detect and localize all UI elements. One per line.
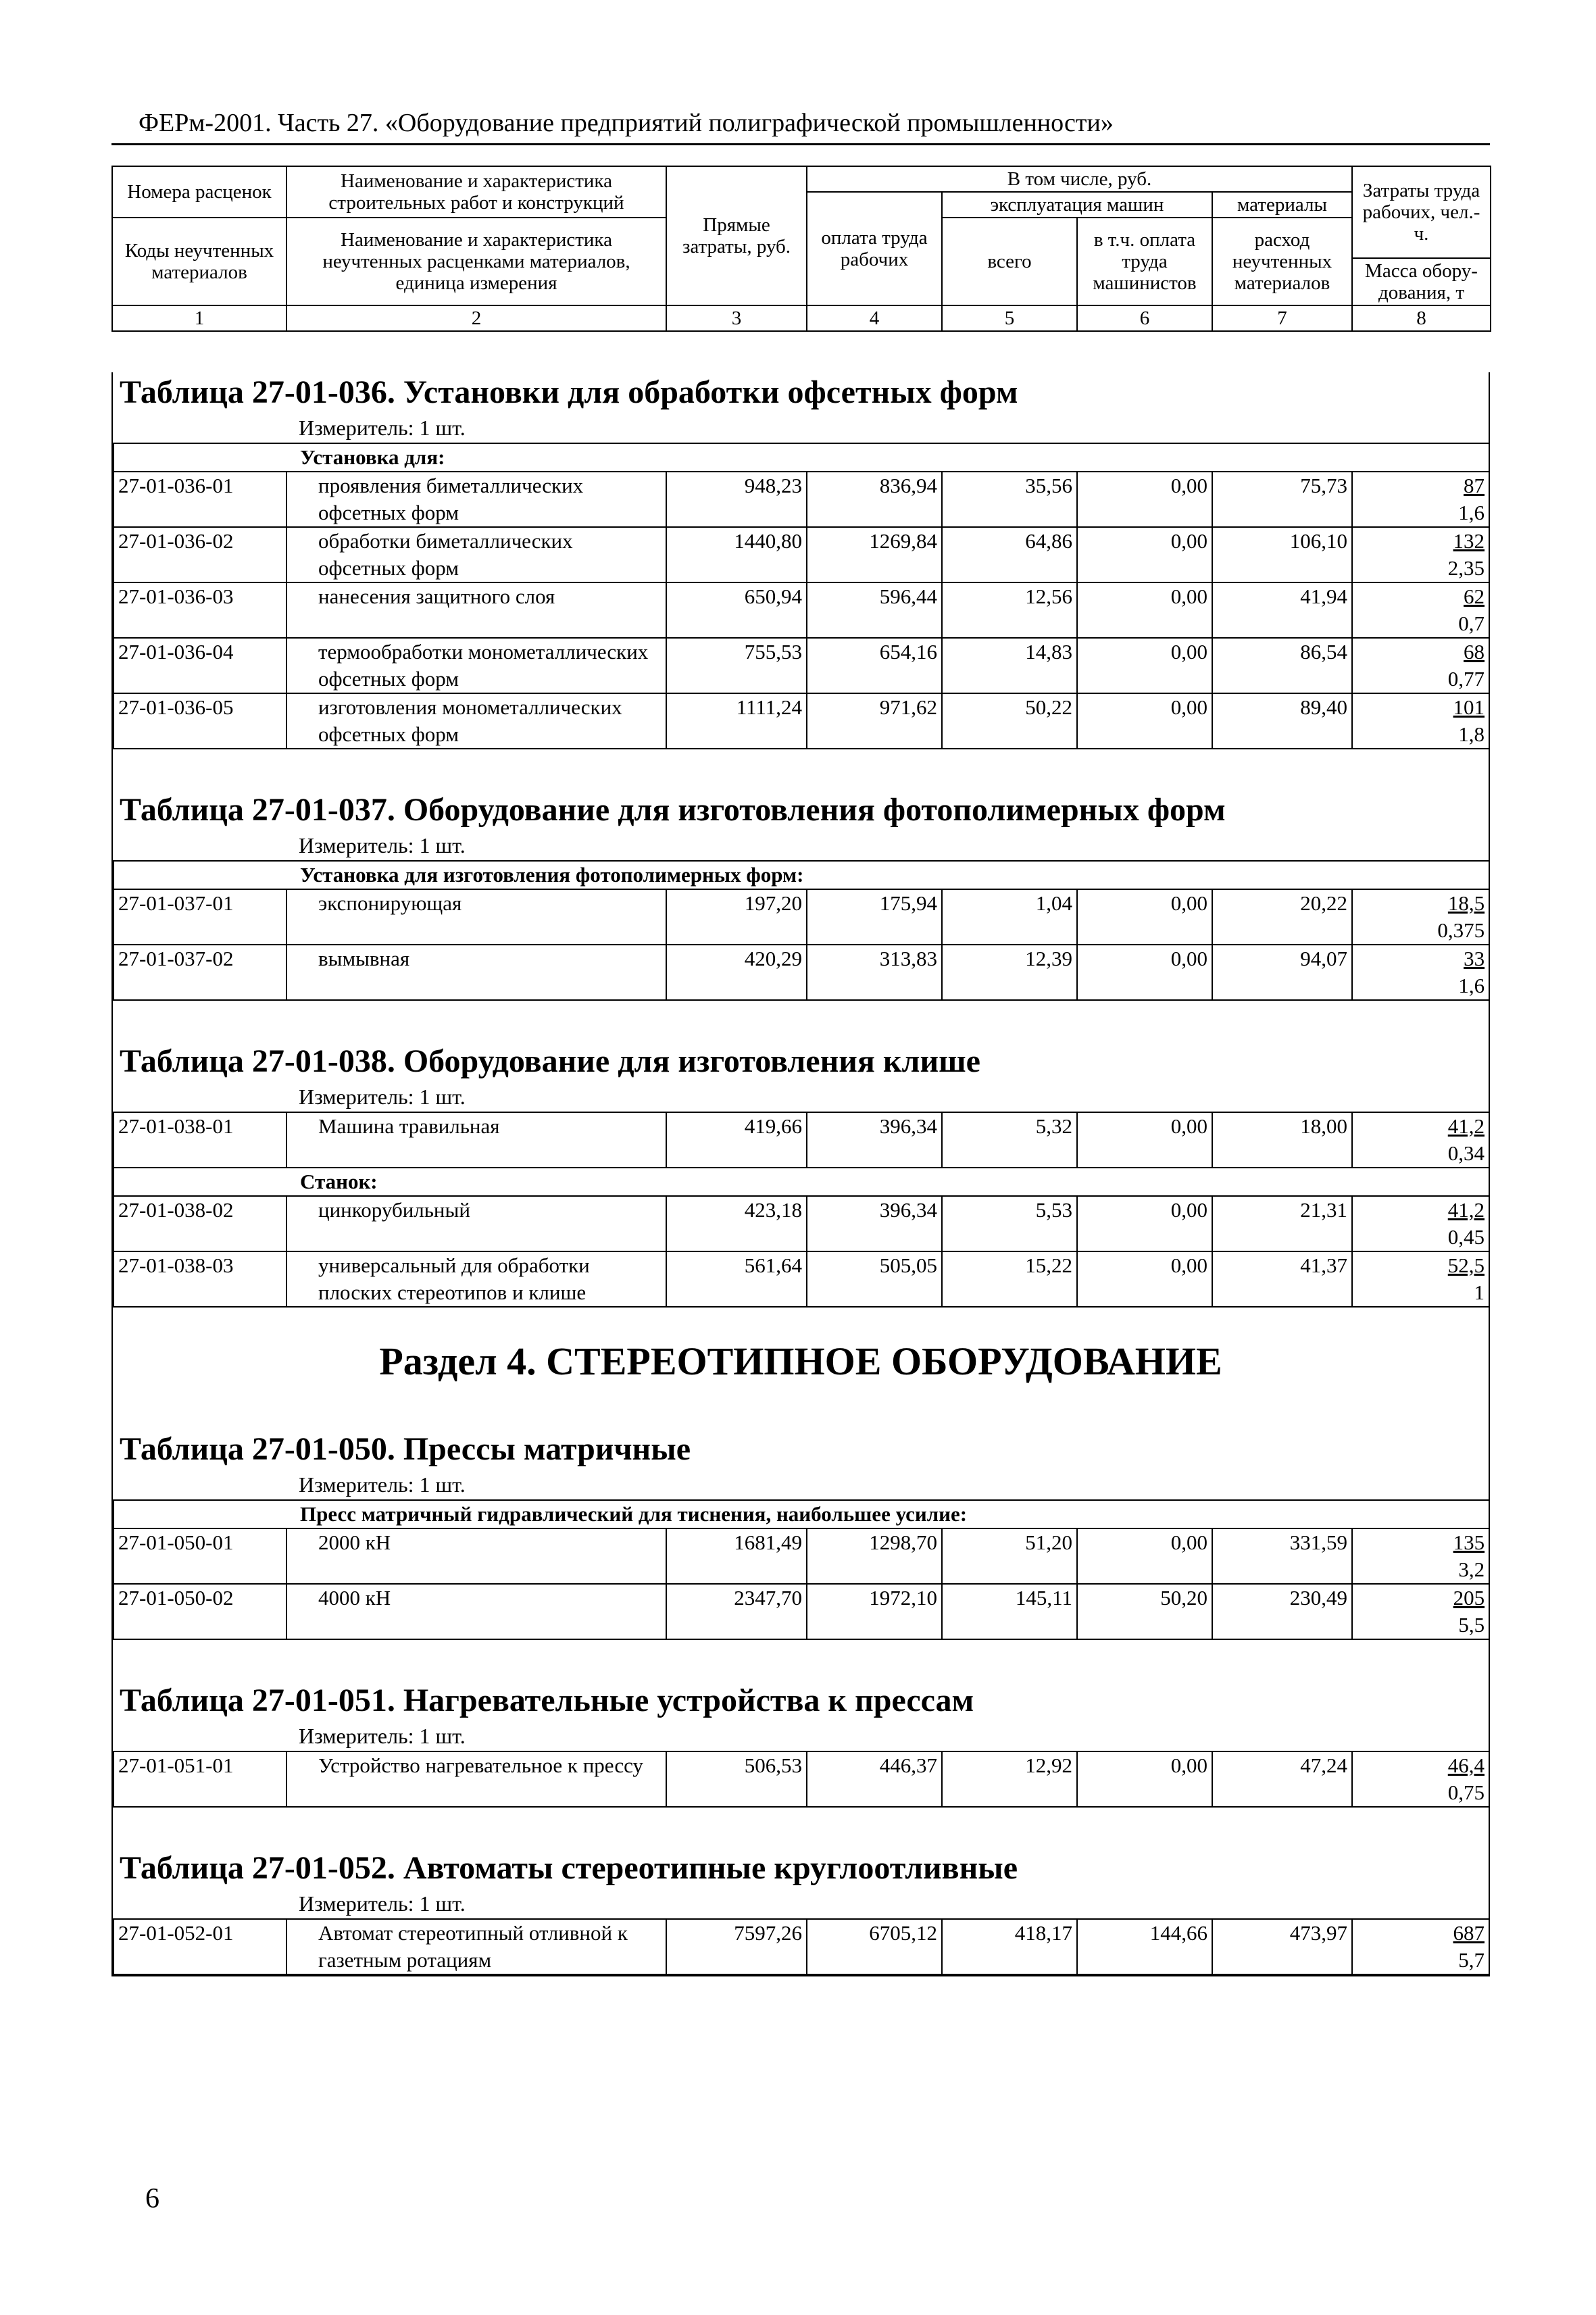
direct-cost: 561,64 [666, 1251, 807, 1307]
table-row [114, 582, 1489, 638]
equipment-mass: 2,35 [1447, 556, 1485, 580]
work-name: нанесения защитного слоя [286, 582, 666, 638]
materials: 18,00 [1212, 1112, 1352, 1168]
unit-label: Измеритель: 1 шт. [299, 1724, 466, 1748]
tables-body [111, 372, 1490, 1976]
machine-total: 12,92 [942, 1751, 1077, 1807]
group-label: Станок: [114, 1168, 1489, 1196]
col8-top-header: Затраты труда рабочих, чел.-ч. [1352, 166, 1491, 258]
header-rule [111, 143, 1490, 145]
group-row [114, 1168, 1489, 1196]
labor-hours: 41,2 [1447, 1198, 1485, 1222]
rate-code: 27-01-036-05 [114, 693, 286, 749]
rate-code: 27-01-037-02 [114, 945, 286, 1000]
col-num: 8 [1352, 305, 1491, 331]
table-title: Таблица 27-01-051. Нагревательные устройства к прессам [120, 1683, 974, 1718]
materials: 41,94 [1212, 582, 1352, 638]
materials: 230,49 [1212, 1584, 1352, 1639]
work-name: 2000 кН [286, 1528, 666, 1584]
labor-hours: 68 [1464, 640, 1485, 664]
machine-total: 15,22 [942, 1251, 1077, 1307]
table-row [114, 945, 1489, 1000]
machine-total: 1,04 [942, 889, 1077, 945]
col4-header: оплата труда рабочих [807, 192, 942, 305]
rate-code: 27-01-036-02 [114, 527, 286, 582]
materials: 473,97 [1212, 1919, 1352, 1974]
table-row [114, 693, 1489, 749]
machinist-pay: 0,00 [1077, 472, 1212, 527]
rate-code: 27-01-038-01 [114, 1112, 286, 1168]
table-row [114, 1584, 1489, 1639]
unit-label: Измеритель: 1 шт. [299, 416, 466, 440]
table-row [114, 1251, 1489, 1307]
including-header: В том числе, руб. [807, 166, 1352, 192]
machinist-pay: 50,20 [1077, 1584, 1212, 1639]
labor-hours: 101 [1453, 695, 1485, 719]
machinist-pay: 0,00 [1077, 1196, 1212, 1251]
col8-bottom-header: Масса обору-дования, т [1352, 258, 1491, 305]
table-row [114, 1196, 1489, 1251]
unit-label: Измеритель: 1 шт. [299, 1891, 466, 1916]
col-num: 1 [112, 305, 286, 331]
labor-pay: 1972,10 [807, 1584, 942, 1639]
materials: 331,59 [1212, 1528, 1352, 1584]
table-row [114, 1751, 1489, 1807]
group-row [114, 1500, 1489, 1528]
equipment-mass: 1,8 [1458, 722, 1485, 746]
labor-and-mass [1352, 889, 1489, 945]
direct-cost: 7597,26 [666, 1919, 807, 1974]
labor-hours: 132 [1453, 529, 1485, 553]
rate-code: 27-01-037-01 [114, 889, 286, 945]
rate-code: 27-01-036-03 [114, 582, 286, 638]
labor-hours: 135 [1453, 1530, 1485, 1554]
materials: 86,54 [1212, 638, 1352, 693]
direct-cost: 948,23 [666, 472, 807, 527]
labor-hours: 33 [1464, 947, 1485, 970]
machine-total: 5,32 [942, 1112, 1077, 1168]
machinist-pay: 0,00 [1077, 889, 1212, 945]
materials: 75,73 [1212, 472, 1352, 527]
unit-label: Измеритель: 1 шт. [299, 833, 466, 857]
labor-hours: 205 [1453, 1586, 1485, 1610]
materials: 47,24 [1212, 1751, 1352, 1807]
machine-total: 12,39 [942, 945, 1077, 1000]
rate-code: 27-01-038-02 [114, 1196, 286, 1251]
machinist-pay: 0,00 [1077, 638, 1212, 693]
work-name: Устройство нагревательное к прессу [286, 1751, 666, 1807]
labor-and-mass [1352, 527, 1489, 582]
materials: 21,31 [1212, 1196, 1352, 1251]
direct-cost: 650,94 [666, 582, 807, 638]
labor-pay: 446,37 [807, 1751, 942, 1807]
equipment-mass: 0,77 [1447, 667, 1485, 691]
col5-header: всего [942, 218, 1077, 305]
direct-cost: 1681,49 [666, 1528, 807, 1584]
labor-and-mass [1352, 693, 1489, 749]
work-name: вымывная [286, 945, 666, 1000]
machine-total: 14,83 [942, 638, 1077, 693]
rate-code: 27-01-052-01 [114, 1919, 286, 1974]
labor-hours: 52,5 [1447, 1253, 1485, 1277]
rate-code: 27-01-036-01 [114, 472, 286, 527]
machinist-pay: 0,00 [1077, 1112, 1212, 1168]
labor-pay: 1269,84 [807, 527, 942, 582]
col-num: 2 [286, 305, 666, 331]
labor-hours: 46,4 [1447, 1753, 1485, 1777]
rate-code: 27-01-050-02 [114, 1584, 286, 1639]
machine-total: 5,53 [942, 1196, 1077, 1251]
group-label: Установка для: [114, 443, 1489, 472]
col-num: 3 [666, 305, 807, 331]
rates-table [113, 1918, 1490, 1975]
rates-frame [111, 166, 1490, 1976]
col2-bottom-header: Наименование и характеристика неучтенных расценками материалов, единица измерения [286, 218, 666, 305]
work-name: термообработки монометаллических офсетных форм [286, 638, 666, 693]
work-name: изготовления монометаллических офсетных форм [286, 693, 666, 749]
table-title: Таблица 27-01-037. Оборудование для изготовления фотополимерных форм [120, 792, 1226, 828]
equipment-mass: 5,5 [1458, 1613, 1485, 1637]
group-label: Пресс матричный гидравлический для тиснения, наибольшее усилие: [114, 1500, 1489, 1528]
group-label: Установка для изготовления фотополимерных форм: [114, 861, 1489, 889]
direct-cost: 506,53 [666, 1751, 807, 1807]
labor-hours: 687 [1453, 1921, 1485, 1945]
rate-code: 27-01-038-03 [114, 1251, 286, 1307]
work-name: Автомат стереотипный отливной к газетным ротациям [286, 1919, 666, 1974]
table-row [114, 889, 1489, 945]
work-name: обработки биметаллических офсетных форм [286, 527, 666, 582]
labor-and-mass [1352, 638, 1489, 693]
work-name: экспонирующая [286, 889, 666, 945]
table-row [114, 638, 1489, 693]
col-num: 4 [807, 305, 942, 331]
direct-cost: 423,18 [666, 1196, 807, 1251]
direct-cost: 1440,80 [666, 527, 807, 582]
rates-table [113, 860, 1490, 1001]
group-row [114, 443, 1489, 472]
materials: 20,22 [1212, 889, 1352, 945]
rates-table [113, 1499, 1490, 1640]
equipment-mass: 1,6 [1458, 501, 1485, 524]
labor-and-mass [1352, 1751, 1489, 1807]
machine-total: 64,86 [942, 527, 1077, 582]
group-row [114, 861, 1489, 889]
labor-pay: 396,34 [807, 1196, 942, 1251]
labor-and-mass [1352, 1112, 1489, 1168]
materials: 94,07 [1212, 945, 1352, 1000]
equipment-mass: 3,2 [1458, 1558, 1485, 1581]
labor-and-mass [1352, 472, 1489, 527]
work-name: цинкорубильный [286, 1196, 666, 1251]
equipment-mass: 0,45 [1447, 1225, 1485, 1249]
table-title: Таблица 27-01-036. Установки для обработки офсетных форм [120, 374, 1018, 410]
materials: 41,37 [1212, 1251, 1352, 1307]
machine-total: 418,17 [942, 1919, 1077, 1974]
table-row [114, 472, 1489, 527]
labor-pay: 654,16 [807, 638, 942, 693]
table-row [114, 527, 1489, 582]
direct-cost: 1111,24 [666, 693, 807, 749]
machines-header: эксплуатация машин [942, 192, 1212, 218]
labor-pay: 505,05 [807, 1251, 942, 1307]
machinist-pay: 0,00 [1077, 1751, 1212, 1807]
labor-pay: 175,94 [807, 889, 942, 945]
machine-total: 35,56 [942, 472, 1077, 527]
work-name: универсальный для обработки плоских стереотипов и клише [286, 1251, 666, 1307]
col-num: 6 [1077, 305, 1212, 331]
machine-total: 51,20 [942, 1528, 1077, 1584]
machinist-pay: 0,00 [1077, 693, 1212, 749]
equipment-mass: 0,375 [1437, 918, 1485, 942]
machinist-pay: 0,00 [1077, 945, 1212, 1000]
machine-total: 145,11 [942, 1584, 1077, 1639]
labor-pay: 1298,70 [807, 1528, 942, 1584]
rate-code: 27-01-036-04 [114, 638, 286, 693]
running-header: ФЕРм-2001. Часть 27. «Оборудование предприятий полиграфической промышленности» [139, 109, 1114, 137]
rates-table [113, 1112, 1490, 1308]
equipment-mass: 1,6 [1458, 974, 1485, 997]
work-name: проявления биметаллических офсетных форм [286, 472, 666, 527]
labor-and-mass [1352, 582, 1489, 638]
labor-pay: 596,44 [807, 582, 942, 638]
direct-cost: 420,29 [666, 945, 807, 1000]
labor-pay: 396,34 [807, 1112, 942, 1168]
table-row [114, 1919, 1489, 1974]
col7-header: расход неучтенных материалов [1212, 218, 1352, 305]
machinist-pay: 0,00 [1077, 582, 1212, 638]
labor-and-mass [1352, 945, 1489, 1000]
labor-hours: 87 [1464, 474, 1485, 497]
labor-hours: 41,2 [1447, 1114, 1485, 1138]
rates-table [113, 1751, 1490, 1808]
page-number: 6 [145, 2183, 159, 2214]
rate-code: 27-01-050-01 [114, 1528, 286, 1584]
equipment-mass: 0,34 [1447, 1141, 1485, 1165]
machine-total: 50,22 [942, 693, 1077, 749]
materials: 106,10 [1212, 527, 1352, 582]
labor-and-mass [1352, 1584, 1489, 1639]
materials: 89,40 [1212, 693, 1352, 749]
direct-cost: 419,66 [666, 1112, 807, 1168]
labor-pay: 313,83 [807, 945, 942, 1000]
unit-label: Измеритель: 1 шт. [299, 1085, 466, 1109]
machinist-pay: 0,00 [1077, 1251, 1212, 1307]
equipment-mass: 0,7 [1458, 612, 1485, 635]
table-title: Таблица 27-01-052. Автоматы стереотипные круглоотливные [120, 1850, 1018, 1886]
col1-bottom-header: Коды неучтенных материалов [112, 218, 286, 305]
table-title: Таблица 27-01-038. Оборудование для изготовления клише [120, 1043, 980, 1079]
labor-and-mass [1352, 1251, 1489, 1307]
machinist-pay: 144,66 [1077, 1919, 1212, 1974]
table-row [114, 1112, 1489, 1168]
machine-total: 12,56 [942, 582, 1077, 638]
rate-code: 27-01-051-01 [114, 1751, 286, 1807]
direct-cost: 197,20 [666, 889, 807, 945]
unit-label: Измеритель: 1 шт. [299, 1472, 466, 1497]
col-num: 7 [1212, 305, 1352, 331]
work-name: 4000 кН [286, 1584, 666, 1639]
table-title: Таблица 27-01-050. Прессы матричные [120, 1431, 691, 1467]
equipment-mass: 1 [1474, 1280, 1485, 1304]
col1-top-header: Номера расценок [112, 166, 286, 218]
direct-cost: 2347,70 [666, 1584, 807, 1639]
equipment-mass: 0,75 [1447, 1781, 1485, 1804]
labor-hours: 18,5 [1447, 891, 1485, 915]
rates-table [113, 443, 1490, 749]
section-heading: Раздел 4. СТЕРЕОТИПНОЕ ОБОРУДОВАНИЕ [379, 1339, 1222, 1383]
col-num: 5 [942, 305, 1077, 331]
labor-hours: 62 [1464, 584, 1485, 608]
table-row [114, 1528, 1489, 1584]
col2-top-header: Наименование и характеристика строительных работ и конструкций [286, 166, 666, 218]
work-name: Машина травильная [286, 1112, 666, 1168]
machinist-pay: 0,00 [1077, 1528, 1212, 1584]
labor-pay: 6705,12 [807, 1919, 942, 1974]
machinist-pay: 0,00 [1077, 527, 1212, 582]
direct-cost: 755,53 [666, 638, 807, 693]
labor-and-mass [1352, 1528, 1489, 1584]
labor-and-mass [1352, 1919, 1489, 1974]
labor-pay: 971,62 [807, 693, 942, 749]
labor-pay: 836,94 [807, 472, 942, 527]
col3-header: Прямые затраты, руб. [666, 166, 807, 305]
labor-and-mass [1352, 1196, 1489, 1251]
col6-header: в т.ч. оплата труда машинистов [1077, 218, 1212, 305]
materials-header: материалы [1212, 192, 1352, 218]
column-header-table [111, 166, 1491, 332]
equipment-mass: 5,7 [1458, 1948, 1485, 1972]
